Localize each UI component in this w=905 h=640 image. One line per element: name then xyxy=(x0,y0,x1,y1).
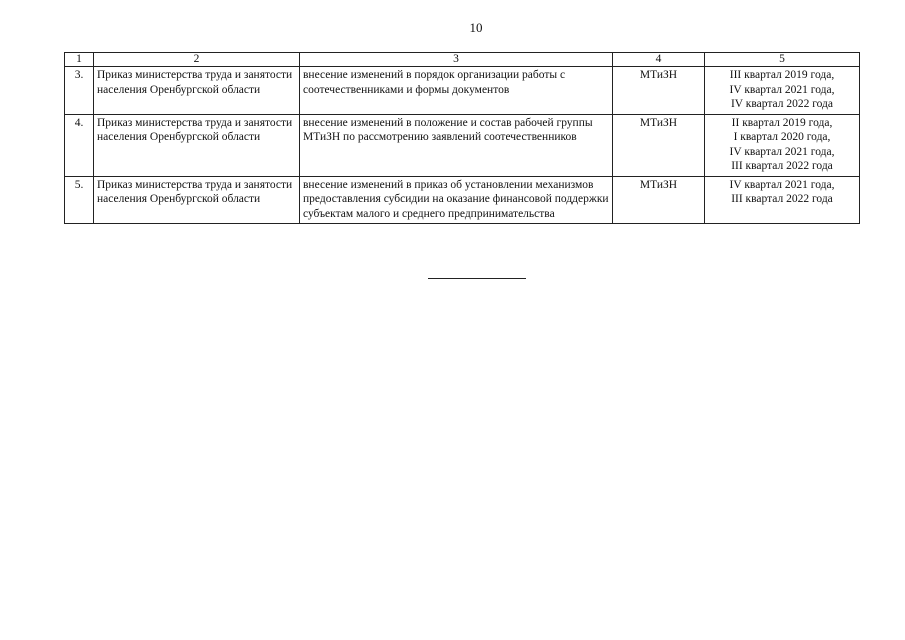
header-col-5: 5 xyxy=(705,53,860,67)
header-col-3: 3 xyxy=(300,53,613,67)
table-row xyxy=(65,114,860,176)
document-content: внесение изменений в положение и состав рабочей группы МТиЗН по рассмотрению заявлений соотечественников xyxy=(300,114,613,176)
header-col-1: 1 xyxy=(65,53,94,67)
table-row xyxy=(65,67,860,115)
deadline-cell xyxy=(705,176,860,224)
deadline-line: IV квартал 2021 года, xyxy=(729,145,835,158)
header-col-2: 2 xyxy=(94,53,300,67)
document-type: Приказ министерства труда и занятости населения Оренбургской области xyxy=(94,114,300,176)
deadline-line: III квартал 2019 года, xyxy=(729,69,835,81)
row-number: 3. xyxy=(65,67,94,115)
end-separator-line xyxy=(428,278,526,279)
header-col-4: 4 xyxy=(613,53,705,67)
deadline-line: III квартал 2022 года xyxy=(731,193,833,205)
document-content: внесение изменений в приказ об установлении механизмов предоставления субсидии на оказание финансовой поддержки субъектам малого и среднего предпринимательства xyxy=(300,176,613,224)
executor: МТиЗН xyxy=(613,176,705,224)
deadline-line: IV квартал 2021 года, xyxy=(729,83,835,96)
measures-table xyxy=(64,52,860,224)
page-number: 10 xyxy=(469,20,483,35)
table-header-row xyxy=(65,53,860,67)
deadline-cell xyxy=(705,114,860,176)
deadline-line: I квартал 2020 года, xyxy=(733,131,831,143)
deadline-line: IV квартал 2021 года, xyxy=(729,178,835,191)
executor: МТиЗН xyxy=(613,114,705,176)
row-number: 4. xyxy=(65,114,94,176)
deadline-cell xyxy=(705,67,860,115)
executor: МТиЗН xyxy=(613,67,705,115)
document-content: внесение изменений в порядок организации работы с соотечественниками и формы документов xyxy=(300,67,613,115)
deadline-line: IV квартал 2022 года xyxy=(730,98,834,110)
row-number: 5. xyxy=(65,176,94,224)
document-type: Приказ министерства труда и занятости населения Оренбургской области xyxy=(94,67,300,115)
table-row xyxy=(65,176,860,224)
deadline-line: III квартал 2022 года xyxy=(731,160,833,172)
document-type: Приказ министерства труда и занятости населения Оренбургской области xyxy=(94,176,300,224)
deadline-line: II квартал 2019 года, xyxy=(731,116,833,129)
